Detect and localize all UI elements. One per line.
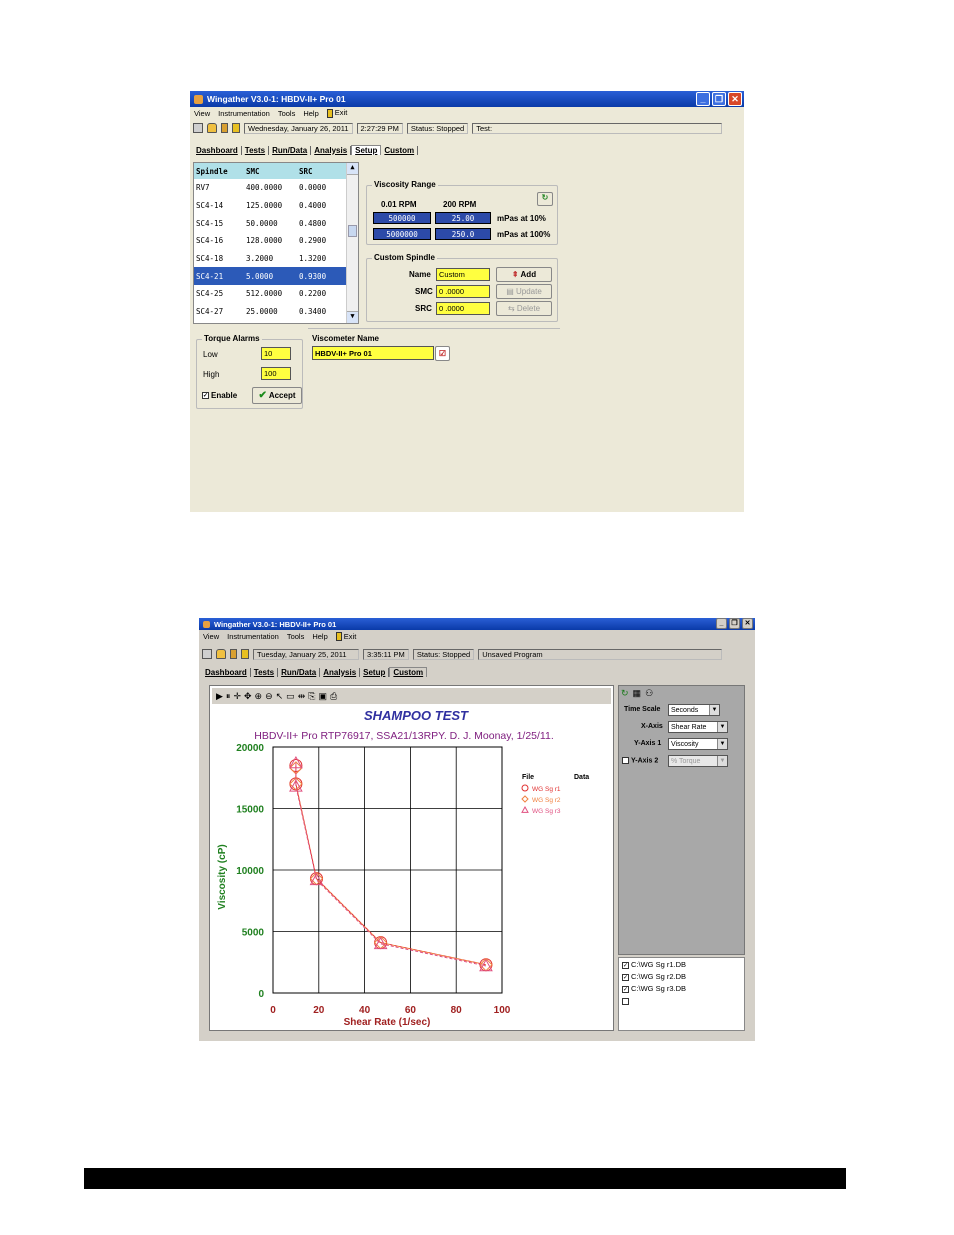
file-name: C:\WG Sg r3.DB [631, 984, 687, 993]
tab-bar [190, 143, 744, 157]
cell: SC4-18 [196, 254, 224, 264]
file-item[interactable] [622, 972, 741, 984]
menu-view[interactable]: View [194, 108, 211, 118]
max-viscosity-high: 250.0 [435, 228, 491, 240]
plot-panel [209, 685, 614, 1031]
exit-door-icon[interactable] [232, 123, 240, 133]
cell: 25.0000 [246, 307, 278, 317]
save-icon[interactable]: ▣ [318, 690, 327, 701]
pointer-icon[interactable]: ↖ [275, 690, 284, 701]
checkbox-checked-icon[interactable]: ✓ [623, 986, 629, 993]
status-field: Status: Stopped [407, 123, 468, 134]
y-tick-label: 20000 [236, 743, 264, 754]
checkbox-checked-icon[interactable]: ✓ [623, 962, 629, 969]
menu-exit-label: Exit [343, 631, 357, 641]
restore-button[interactable]: ❐ [729, 618, 740, 629]
name-label: Name [409, 270, 431, 279]
chevron-down-icon[interactable]: ▼ [709, 705, 719, 715]
low-label: Low [203, 350, 218, 359]
exit-door-icon[interactable] [241, 649, 249, 659]
tab-bar [199, 665, 755, 679]
table-row[interactable] [194, 303, 358, 321]
legend-label: WG Sg r2 [532, 797, 561, 804]
enable-label: Enable [211, 391, 238, 400]
legend-data-header: Data [574, 774, 590, 781]
checkbox-icon[interactable] [622, 998, 629, 1005]
menu-bar [190, 107, 744, 119]
tab-tests[interactable]: Tests [242, 146, 269, 155]
tab-dashboard[interactable]: Dashboard [202, 668, 251, 677]
divider [308, 328, 560, 329]
time-field: 3:35:11 PM [363, 649, 409, 660]
file-name: C:\WG Sg r2.DB [631, 972, 687, 981]
copy-icon[interactable]: ⎘ [308, 690, 316, 701]
file-name: C:\WG Sg r1.DB [631, 960, 687, 969]
file-item[interactable] [622, 960, 741, 972]
cell: SC4-25 [196, 289, 224, 299]
table-row[interactable] [194, 250, 358, 268]
col-spindle[interactable]: Spindle [196, 166, 228, 176]
x-axis-value: Shear Rate [671, 724, 707, 731]
menu-tools[interactable]: Tools [286, 632, 305, 641]
x-tick-label: 100 [493, 1005, 511, 1016]
x-tick-label: 0 [270, 1005, 276, 1016]
tab-run-data[interactable]: Run/Data [278, 668, 320, 677]
tab-analysis[interactable]: Analysis [311, 146, 351, 155]
custom-window [199, 618, 755, 1041]
tab-run-data[interactable]: Run/Data [269, 146, 311, 155]
viscometer-name-title: Viscometer Name [312, 334, 379, 343]
scroll-up-icon[interactable]: ▲ [347, 163, 358, 175]
zoom-out-icon[interactable]: ⊖ [265, 690, 273, 701]
toolbar [199, 647, 755, 661]
restore-button[interactable]: ❐ [712, 92, 726, 106]
setup-window [190, 91, 744, 512]
custom-spindle-group [366, 253, 558, 322]
viscosity-range-group [366, 180, 558, 245]
y-axis2-checkbox[interactable] [622, 757, 658, 764]
app-icon [203, 621, 210, 628]
select-box-icon[interactable]: ▭ [286, 690, 295, 701]
cell: SC4-27 [196, 307, 224, 317]
y-axis2-select-label: Y-Axis 2 [631, 757, 659, 765]
update-icon: ▤ [506, 287, 514, 296]
y-axis2-value: % Torque [671, 758, 701, 765]
window-title: Wingather V3.0-1: HBDV-II+ Pro 01 [214, 619, 337, 629]
series-line [296, 768, 486, 965]
col-label-low-rpm: 0.01 RPM [381, 200, 417, 209]
delete-label: Delete [516, 304, 541, 313]
cell: 3.2000 [246, 254, 274, 264]
chart-title: SHAMPOO TEST [363, 708, 469, 723]
table-row[interactable] [194, 285, 358, 303]
checkmark-icon: ✔ [258, 390, 267, 401]
cell: SC4-15 [196, 218, 224, 228]
cell: 128.0000 [246, 236, 283, 246]
y-axis-label: Viscosity (cP) [217, 844, 228, 910]
scroll-thumb[interactable] [348, 225, 357, 237]
move-icon[interactable]: ✥ [243, 690, 252, 701]
y-tick-label: 15000 [236, 804, 264, 816]
zoom-in-icon[interactable]: ⊕ [254, 690, 263, 701]
checkbox-icon [622, 757, 629, 764]
unit-10pct: mPas at 10% [497, 214, 546, 223]
key-icon[interactable] [230, 649, 237, 659]
update-label: Update [516, 287, 542, 296]
menu-view[interactable]: View [203, 632, 220, 641]
x-tick-label: 20 [313, 1005, 325, 1016]
y-tick-label: 5000 [241, 927, 264, 939]
min-viscosity-high: 25.00 [435, 212, 491, 224]
table-row[interactable] [194, 232, 358, 250]
high-alarm-input[interactable]: 100 [261, 367, 291, 380]
chevron-down-icon[interactable]: ▼ [717, 756, 727, 766]
min-viscosity-low: 500000 [373, 212, 431, 224]
tab-setup[interactable]: Setup [360, 668, 389, 677]
menu-instrumentation[interactable]: Instrumentation [227, 632, 279, 641]
dashboard-icon[interactable] [193, 123, 203, 133]
cell: 0.4800 [299, 218, 327, 228]
time-scale-label: Time Scale [624, 706, 661, 713]
accept-label: Accept [268, 391, 296, 400]
cell: 0.2200 [299, 289, 327, 299]
time-scale-select[interactable] [668, 704, 720, 716]
legend-marker [522, 796, 528, 802]
menu-bar [199, 630, 755, 643]
table-row[interactable] [194, 197, 358, 215]
cell: RV7 [196, 183, 210, 193]
cell: 400.0000 [246, 183, 283, 193]
crosshair-icon[interactable]: ✛ [233, 690, 241, 701]
high-label: High [203, 370, 220, 379]
custom-spindle-title: Custom Spindle [374, 253, 435, 262]
col-label-high-rpm: 200 RPM [443, 200, 477, 209]
torque-alarms-title: Torque Alarms [204, 334, 260, 343]
src-input[interactable]: 0 .0000 [436, 302, 490, 315]
chart-subtitle: HBDV-II+ Pro RTP76917, SSA21/13RPY. D. J. Moonay, 1/25/11. [254, 730, 554, 742]
table-scrollbar[interactable] [346, 163, 358, 323]
minimize-button[interactable]: _ [716, 618, 727, 629]
tab-tests[interactable]: Tests [251, 668, 278, 677]
chevron-down-icon[interactable]: ▼ [717, 722, 727, 732]
src-label: SRC [415, 304, 432, 313]
page-footer-bar [84, 1168, 846, 1189]
smc-input[interactable]: 0 .0000 [436, 285, 490, 298]
y-tick-label: 10000 [236, 866, 264, 877]
time-scale-value: Seconds [671, 707, 699, 714]
y-tick-label: 0 [258, 989, 264, 1000]
menu-exit-label: Exit [334, 108, 348, 118]
tab-custom[interactable]: Custom [389, 667, 427, 677]
checkbox-checked-icon[interactable]: ✓ [623, 974, 629, 981]
viscometer-confirm-button[interactable]: ☑ [435, 346, 450, 361]
low-alarm-input[interactable]: 10 [261, 347, 291, 360]
x-tick-label: 60 [404, 1005, 416, 1016]
legend-marker [522, 785, 528, 791]
date-field: Wednesday, January 26, 2011 [244, 123, 353, 134]
legend-label: WG Sg r1 [532, 786, 561, 793]
table-icon[interactable]: ▦ [632, 688, 642, 698]
table-row[interactable] [194, 179, 358, 197]
plot-toolbar [212, 688, 611, 704]
add-button[interactable] [496, 267, 552, 282]
app-icon [194, 95, 203, 104]
close-button[interactable]: ✕ [742, 618, 753, 629]
scroll-down-icon[interactable]: ▼ [347, 311, 358, 323]
legend-label: WG Sg r3 [532, 808, 561, 815]
viscometer-name-input[interactable]: HBDV-II+ Pro 01 [312, 346, 434, 360]
cell: SC4-21 [196, 271, 224, 281]
time-field: 2:27:29 PM [357, 123, 403, 134]
cell: 0.3400 [299, 307, 327, 317]
close-button[interactable]: ✕ [728, 92, 742, 106]
window-title: Wingather V3.0-1: HBDV-II+ Pro 01 [207, 94, 346, 104]
enable-checkbox[interactable] [202, 391, 237, 400]
cell: 0.9300 [299, 271, 327, 281]
menu-instrumentation[interactable]: Instrumentation [218, 108, 270, 118]
exit-icon [327, 109, 333, 118]
tab-setup[interactable]: Setup [351, 145, 381, 155]
exit-icon [336, 632, 342, 641]
file-list [618, 957, 745, 1031]
toolbar [190, 121, 744, 135]
menu-exit[interactable] [336, 632, 357, 642]
y-axis2-select[interactable] [668, 755, 728, 767]
people-icon[interactable]: ⚇ [645, 688, 654, 698]
cell: 512.0000 [246, 289, 283, 299]
x-tick-label: 80 [450, 1005, 462, 1016]
cell: 1.3200 [299, 254, 327, 264]
chevron-down-icon[interactable]: ▼ [717, 739, 727, 749]
fit-icon[interactable]: ⇹ [297, 690, 306, 701]
menu-exit[interactable] [327, 108, 348, 118]
series-line [296, 763, 486, 966]
legend-file-header: File [522, 774, 535, 781]
file-item[interactable] [622, 996, 741, 1008]
delete-button[interactable] [496, 301, 552, 316]
col-src[interactable]: SRC [299, 166, 313, 176]
menu-help[interactable]: Help [312, 632, 328, 641]
pause-icon[interactable]: ⏸ [225, 690, 231, 701]
cell: SC4-16 [196, 236, 224, 246]
title-bar [199, 618, 755, 630]
x-axis-select-label: X-Axis [641, 723, 663, 730]
cell: 0.4000 [299, 201, 327, 211]
print-icon[interactable]: ⎙ [329, 690, 338, 701]
cell: SC4-14 [196, 201, 224, 211]
checkbox-checked-icon: ✓ [203, 393, 209, 400]
dashboard-icon[interactable] [202, 649, 212, 659]
delete-icon: ⇆ [507, 304, 515, 313]
play-icon[interactable]: ▶ [216, 690, 223, 701]
bell-icon[interactable] [207, 123, 217, 133]
y-axis1-select-label: Y-Axis 1 [634, 740, 662, 747]
key-icon[interactable] [221, 123, 228, 133]
file-item[interactable] [622, 984, 741, 996]
cell: 5.0000 [246, 271, 274, 281]
spindle-name-input[interactable]: Custom [436, 268, 490, 281]
table-header [194, 163, 358, 179]
add-label: Add [520, 270, 537, 279]
date-field: Tuesday, January 25, 2011 [253, 649, 359, 660]
spindle-table[interactable] [193, 162, 359, 324]
title-bar [190, 91, 744, 107]
test-field: Test: [472, 123, 722, 134]
tab-analysis[interactable]: Analysis [320, 668, 360, 677]
y-axis1-select[interactable] [668, 738, 728, 750]
viscosity-range-title: Viscosity Range [374, 180, 436, 189]
add-icon: ⇞ [511, 270, 519, 279]
status-field: Status: Stopped [413, 649, 474, 660]
tab-custom[interactable]: Custom [381, 146, 418, 155]
control-panel [618, 685, 745, 955]
x-tick-label: 40 [359, 1005, 371, 1016]
accept-button[interactable] [252, 387, 302, 404]
y-axis1-value: Viscosity [671, 741, 699, 748]
bell-icon[interactable] [216, 649, 226, 659]
cell: 0.0000 [299, 183, 327, 193]
table-row[interactable] [194, 214, 358, 232]
legend-marker [522, 807, 528, 812]
refresh-icon[interactable]: ↻ [621, 688, 629, 698]
menu-help[interactable]: Help [303, 108, 319, 118]
series-line [296, 765, 486, 964]
menu-tools[interactable]: Tools [277, 108, 296, 118]
smc-label: SMC [415, 287, 433, 296]
torque-alarms-group [196, 334, 303, 409]
cell: 0.2900 [299, 236, 327, 246]
cell: 50.0000 [246, 218, 278, 228]
x-axis-select[interactable] [668, 721, 728, 733]
minimize-button[interactable]: _ [696, 92, 710, 106]
update-button[interactable] [496, 284, 552, 299]
col-smc[interactable]: SMC [246, 166, 260, 176]
refresh-button[interactable]: ↻ [537, 192, 553, 206]
cell: 125.0000 [246, 201, 283, 211]
x-axis-label: Shear Rate (1/sec) [343, 1017, 431, 1028]
max-viscosity-low: 5000000 [373, 228, 431, 240]
table-row-selected[interactable] [194, 267, 358, 285]
panel-toolbar [621, 688, 653, 699]
unit-100pct: mPas at 100% [497, 230, 551, 239]
program-field: Unsaved Program [478, 649, 722, 660]
tab-dashboard[interactable]: Dashboard [193, 146, 242, 155]
viscosity-chart [210, 706, 610, 1030]
